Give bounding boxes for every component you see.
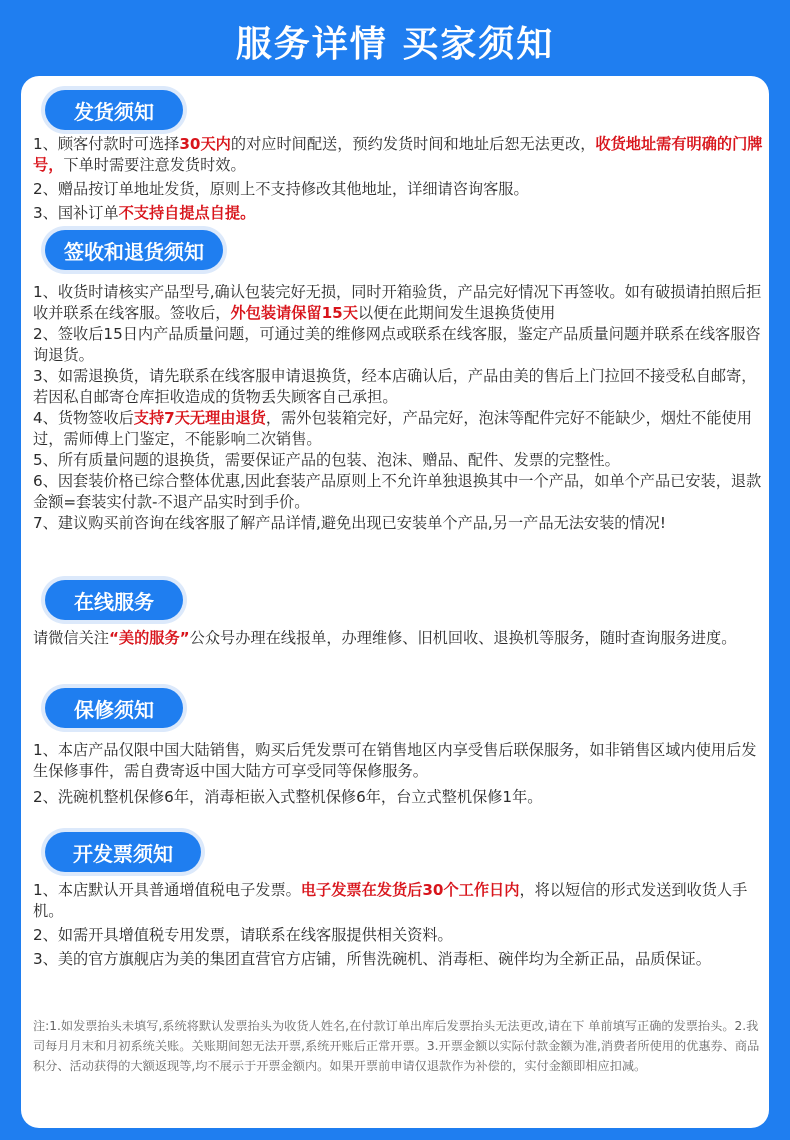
warranty-section [33,740,763,808]
page-title: 服务详情 买家须知 [235,23,555,65]
online-item-1: 请微信关注“美的服务”公众号办理在线报单，办理维修、旧机回收、退换机等服务，随时查询服务进度。 [33,629,737,647]
invoice-section [33,880,763,970]
invoice-item-3: 3、美的官方旗舰店为美的集团直营官方店铺，所售洗碗机、消毒柜、碗伴均为全新正品，品质保证。 [33,950,711,968]
returns-item-2: 2、签收后15日内产品质量问题，可通过美的维修网点或联系在线客服，鉴定产品质量问题并联系在线客服咨询退货。 [33,325,761,364]
section-title-warranty: 保修须知 [45,688,183,728]
content-card [21,76,769,1128]
returns-item-1: 1、收货时请核实产品型号,确认包装完好无损，同时开箱验货，产品完好情况下再签收。如有破损请拍照后拒收并联系在线客服。签收后，外包装请保留15天以便在此期间发生退换货使用 [33,283,762,322]
returns-item-5: 5、所有质量问题的退换货，需要保证产品的包装、泡沫、赠品、配件、发票的完整性。 [33,451,620,469]
invoice-item-1: 1、本店默认开具普通增值税电子发票。电子发票在发货后30个工作日内，将以短信的形式发送到收货人手机。 [33,881,748,920]
shipping-item-3: 3、国补订单不支持自提点自提。 [33,204,256,222]
shipping-item-2: 2、赠品按订单地址发货，原则上不支持修改其他地址，详细请咨询客服。 [33,180,529,198]
returns-item-4: 4、货物签收后支持7天无理由退货，需外包装箱完好，产品完好，泡沫等配件完好不能缺少，烟灶不能使用过，需师傅上门鉴定，不能影响二次销售。 [33,409,752,448]
returns-item-7: 7、建议购买前咨询在线客服了解产品详情,避免出现已安装单个产品,另一产品无法安装的情况! [33,514,666,532]
online-section [33,628,763,649]
warranty-item-1: 1、本店产品仅限中国大陆销售，购买后凭发票可在销售地区内享受售后联保服务，如非销售区域内使用后发生保修事件，需自费寄返中国大陆方可享受同等保修服务。 [33,741,757,780]
invoice-footnote: 注:1.如发票抬头未填写,系统将默认发票抬头为收货人姓名,在付款订单出库后发票抬头无法更改,请在下 单前填写正确的发票抬头。2.我司每月月末和月初系统关账。关账期间恕无法开票,系统开账后正常开票。3.开票金额以实际付款金额为准,消费者所使用的优惠券、商品积分、活动获得的大额返现等,均不展示于开票金额内。如果开票前申请仅退款作为补偿的，实付金额即相应扣减。 [33,1019,760,1073]
returns-item-3: 3、如需退换货，请先联系在线客服申请退换货，经本店确认后，产品由美的售后上门拉回不接受私自邮寄，若因私自邮寄仓库拒收造成的货物丢失顾客自己承担。 [33,367,757,406]
warranty-item-2: 2、洗碗机整机保修6年，消毒柜嵌入式整机保修6年，台立式整机保修1年。 [33,788,543,806]
section-title-online: 在线服务 [45,580,183,620]
page-header [0,0,790,82]
invoice-item-2: 2、如需开具增值税专用发票，请联系在线客服提供相关资料。 [33,926,453,944]
shipping-item-1: 1、顾客付款时可选择30天内的对应时间配送，预约发货时间和地址后恕无法更改，收货地址需有明确的门牌号，下单时需要注意发货时效。 [33,135,763,174]
shipping-section [33,134,763,224]
section-title-returns: 签收和退货须知 [45,230,223,270]
section-title-invoice: 开发票须知 [45,832,201,872]
returns-section [33,282,763,534]
returns-item-6: 6、因套装价格已综合整体优惠,因此套装产品原则上不允许单独退换其中一个产品，如单个产品已安装，退款金额=套装实付款-不退产品实时到手价。 [33,472,762,511]
section-title-shipping: 发货须知 [45,90,183,130]
